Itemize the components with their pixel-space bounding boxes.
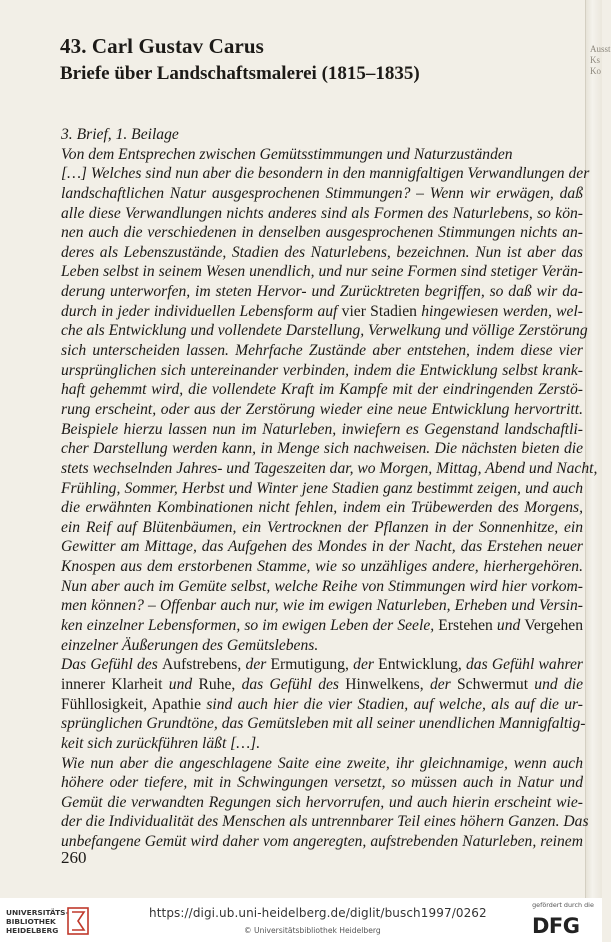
text-line bbox=[61, 577, 583, 597]
edge-fragment: Ausst bbox=[590, 44, 611, 54]
text-line bbox=[61, 243, 583, 263]
italic-text-segment: das Gefühl wahrer bbox=[465, 656, 584, 674]
italic-text-segment: haft gehemmt wird, die vollendete Kraft im Kampfe mit der eindringenden Zerstö- bbox=[61, 381, 583, 399]
chapter-subtitle: Briefe über Landschaftsmalerei (1815–1835) bbox=[60, 63, 420, 84]
text-line bbox=[61, 518, 583, 538]
text-line bbox=[61, 734, 583, 754]
text-line bbox=[61, 812, 589, 832]
italic-text-segment: nen auch die verschiedenen in denselben ausgesprochenen Stimmungen nichts an- bbox=[61, 224, 583, 242]
text-line bbox=[61, 596, 583, 616]
edge-fragment: Ks bbox=[590, 55, 601, 65]
italic-text-segment: der bbox=[245, 656, 271, 674]
roman-text-segment: Hinwelkens, bbox=[345, 675, 430, 693]
italic-text-segment: derung unterworfen, im steten Hervor- und Zurücktreten begriffen, so daß wir da- bbox=[61, 283, 583, 301]
roman-text-segment: Ruhe, bbox=[198, 675, 242, 693]
text-line bbox=[61, 282, 583, 302]
italic-text-segment: und bbox=[168, 675, 199, 693]
text-line bbox=[61, 321, 588, 341]
edge-fragment: Ko bbox=[590, 66, 601, 76]
text-line bbox=[61, 380, 583, 400]
italic-text-segment: der bbox=[353, 656, 379, 674]
italic-text-segment: das Gefühl des bbox=[241, 675, 346, 693]
text-line bbox=[61, 164, 590, 184]
chapter-heading: 43. Carl Gustav Carus bbox=[60, 34, 264, 58]
text-line bbox=[61, 459, 598, 479]
university-library-logo[interactable] bbox=[6, 906, 98, 936]
italic-text-segment: rung erscheint, oder aus der Zerstörung wieder eine neue Entwicklung hervortritt. bbox=[61, 400, 583, 418]
italic-text-segment: die erwähnten Kombinationen nicht fehlen, indem ein Trübewerden des Morgens, bbox=[61, 499, 583, 517]
text-line bbox=[61, 302, 583, 322]
roman-text-segment: Erstehen bbox=[438, 617, 497, 635]
text-line bbox=[61, 557, 583, 577]
text-line bbox=[61, 616, 583, 636]
dfg-logo[interactable] bbox=[530, 902, 596, 938]
body-text bbox=[61, 125, 598, 852]
text-line bbox=[61, 714, 586, 734]
text-line bbox=[61, 439, 583, 459]
italic-text-segment: Leben selbst in seinem Wesen unendlich, und nur seine Formen sind stetiger Verän- bbox=[61, 263, 583, 281]
italic-text-segment: Knospen aus dem erstorbenen Stamme, wie so unzähliges andere, hierhergehören. bbox=[61, 558, 583, 576]
roman-text-segment: Aufstrebens, bbox=[162, 656, 246, 674]
copyright-notice: © Universitätsbibliothek Heidelberg bbox=[244, 926, 381, 935]
text-line bbox=[61, 832, 583, 852]
italic-text-segment: unbefangene Gemüt wird daher vom angeregten, aufstrebenden Naturleben, reinem bbox=[61, 833, 583, 851]
italic-text-segment: und bbox=[496, 617, 525, 635]
text-line bbox=[61, 361, 583, 381]
text-line bbox=[61, 262, 583, 282]
text-line bbox=[61, 479, 583, 499]
facing-page-text-fragments bbox=[590, 44, 611, 77]
italic-text-segment: Frühling, Sommer, Herbst und Winter jene Stadien ganz bestimmt zeigen, und auch bbox=[61, 479, 583, 497]
text-line bbox=[61, 636, 583, 656]
italic-text-segment: Gemüt die verwandten Regungen sich hervorrufen, und auch hierin erscheint wie- bbox=[61, 793, 583, 811]
text-line bbox=[61, 204, 583, 224]
italic-text-segment: Von dem Entsprechen zwischen Gemütsstimmungen und Naturzuständen bbox=[61, 145, 513, 163]
viewer-footer bbox=[0, 898, 602, 942]
text-line bbox=[61, 754, 583, 774]
italic-text-segment: ursprünglichen sich untereinander verbinden, indem die Entwicklung selbst krank- bbox=[61, 361, 583, 379]
italic-text-segment: Gewitter am Mittage, das Aufgehen des Mondes in der Nacht, das Erstehen neuer bbox=[61, 538, 583, 556]
italic-text-segment: Wie nun aber die angeschlagene Saite eine zweite, ihr gleichnamige, wenn auch bbox=[61, 754, 583, 772]
italic-text-segment: und die bbox=[534, 675, 584, 693]
italic-text-segment: alle diese Verwandlungen nichts anderes sind als Formen des Naturlebens, so kön- bbox=[61, 204, 583, 222]
page-number: 260 bbox=[61, 848, 87, 867]
italic-text-segment: ken einzelner Lebensformen, so im ewigen Leben der Seele, bbox=[61, 617, 439, 635]
library-line: UNIVERSITÄTS- bbox=[6, 908, 69, 917]
italic-text-segment: sich unterscheiden lassen. Mehrfache Zustände aber entstehen, indem diese vier bbox=[61, 342, 583, 360]
italic-text-segment: der die Individualität des Menschen als untrennbarer Teil eines höhern Ganzen. Das bbox=[61, 813, 589, 831]
text-line bbox=[61, 420, 583, 440]
dfg-caption: gefördert durch die bbox=[532, 901, 594, 909]
roman-text-segment: Ermutigung, bbox=[270, 656, 354, 674]
italic-text-segment: stets wechselnden Jahres- und Tageszeiten dar, wo Morgen, Mittag, Abend und Nacht, bbox=[61, 459, 598, 477]
text-line bbox=[61, 184, 583, 204]
italic-text-segment: sprünglichen Grundtöne, das Gemütsleben mit all seiner unendlichen Mannigfaltig- bbox=[61, 715, 586, 733]
text-line bbox=[61, 223, 583, 243]
italic-text-segment: […] Welches sind nun aber die besondern in den mannigfaltigen Verwandlungen der bbox=[61, 165, 590, 183]
italic-text-segment: hingewiesen werden, wel- bbox=[421, 302, 583, 320]
text-line bbox=[61, 145, 583, 165]
italic-text-segment: der bbox=[429, 675, 457, 693]
italic-text-segment: 3. Brief, 1. Beilage bbox=[61, 126, 179, 143]
roman-text-segment: innerer Klarheit bbox=[61, 675, 169, 693]
italic-text-segment: keit sich zurückführen läßt […]. bbox=[61, 734, 261, 752]
text-line bbox=[61, 400, 583, 420]
italic-text-segment: deres als Lebenszustände, Stadien des Naturlebens, bezeichnen. Nun ist aber das bbox=[61, 243, 583, 261]
text-line bbox=[61, 341, 583, 361]
italic-text-segment: Beispiele hierzu lassen nun im Naturleben, inwiefern es Gegenstand landschaftli- bbox=[61, 420, 583, 438]
text-line bbox=[61, 675, 583, 695]
permalink-url[interactable]: https://digi.ub.uni-heidelberg.de/diglit/busch1997/0262 bbox=[149, 906, 487, 920]
text-line bbox=[61, 793, 583, 813]
text-line bbox=[61, 498, 583, 518]
library-line: BIBLIOTHEK bbox=[6, 917, 56, 926]
library-emblem-icon bbox=[66, 906, 90, 936]
facing-page-edge bbox=[585, 0, 611, 900]
roman-text-segment: Entwicklung, bbox=[378, 656, 466, 674]
roman-text-segment: vier Stadien bbox=[341, 302, 422, 320]
text-line bbox=[61, 695, 583, 715]
roman-text-segment: Fühllosigkeit, Apathie bbox=[61, 695, 207, 713]
dfg-wordmark: DFG bbox=[532, 914, 580, 938]
library-name bbox=[6, 908, 69, 935]
italic-text-segment: ein Reif auf Blütenbäumen, ein Vertrocknen der Pflanzen in der Sonnenhitze, ein bbox=[61, 518, 583, 536]
text-line bbox=[61, 125, 583, 145]
italic-text-segment: durch in jeder individuellen Lebensform auf bbox=[61, 302, 342, 320]
italic-text-segment: höhere oder tiefere, mit in Schwingungen versetzt, so müssen auch in Natur und bbox=[61, 774, 583, 792]
text-line bbox=[61, 773, 583, 793]
italic-text-segment: Nun aber auch im Gemüte selbst, welche Reihe von Stimmungen wird hier vorkom- bbox=[61, 577, 583, 595]
italic-text-segment: cher Darstellung werden kann, in Menge sich nachweisen. Die nächsten bieten die bbox=[61, 440, 583, 458]
italic-text-segment: einzelner Äußerungen des Gemütslebens. bbox=[61, 636, 319, 654]
roman-text-segment: Schwermut bbox=[457, 675, 535, 693]
text-line bbox=[61, 537, 583, 557]
roman-text-segment: Vergehen bbox=[524, 617, 583, 635]
italic-text-segment: landschaftlichen Natur ausgesprochenen Stimmungen? – Wenn wir erwägen, daß bbox=[61, 184, 583, 202]
italic-text-segment: che als Entwicklung und vollendete Darstellung, Verwelkung und völlige Zerstörung bbox=[61, 322, 588, 340]
italic-text-segment: Das Gefühl des bbox=[61, 656, 163, 674]
text-line bbox=[61, 655, 583, 675]
library-line: HEIDELBERG bbox=[6, 926, 59, 935]
italic-text-segment: men können? – Offenbar auch nur, wie im ewigen Naturleben, Erheben und Versin- bbox=[61, 597, 583, 615]
italic-text-segment: sind auch hier die vier Stadien, auf welche, als auf die ur- bbox=[206, 695, 583, 713]
